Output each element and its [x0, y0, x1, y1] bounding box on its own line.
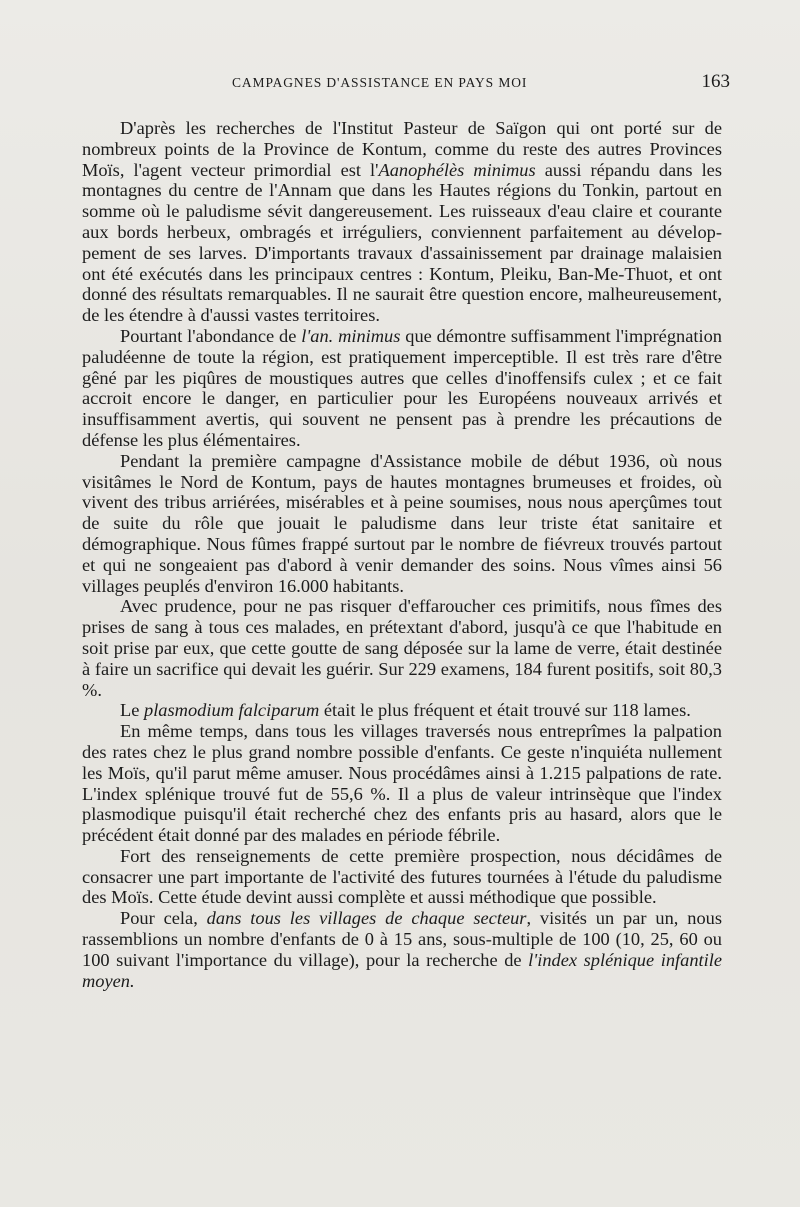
running-head	[82, 71, 730, 97]
paragraph	[82, 326, 722, 451]
text-run: , visités un par un, nous rassemblions un nombre d'enfants de 0 à 15 ans, sous-multiple de 100 (10, 25, 60 ou 100 suivant l'importance du village), pour la recherche de	[82, 908, 722, 970]
running-head-title: CAMPAGNES D'ASSISTANCE EN PAYS MOI	[232, 75, 528, 90]
paragraph	[82, 700, 722, 721]
text-run: aussi répandu dans les montagnes du centre de l'Annam que dans les Hautes régions du Tonkin, partout en somme où le paludisme sévit dangereusement. Les ruisseaux d'eau claire et courante aux bords herbeux, ombragés et irréguliers, conviennent parfaitement au développement de ses larves. D'importants travaux d'assainissement par drainage malaisien ont été exécutés dans les principaux centres : Kontum, Pleiku, Ban-Me-Thuot, et ont donné des résultats remarquables. Il ne saurait être question encore, malheureusement, de les étendre à d'aussi vastes territoires.	[82, 159, 723, 326]
paragraph	[82, 908, 722, 991]
italic-text: l'index splénique infantile moyen.	[82, 949, 723, 991]
paragraph	[82, 721, 722, 846]
paragraph	[82, 846, 722, 908]
text-run: Pourtant l'abondance de	[120, 325, 302, 346]
text-run: Avec prudence, pour ne pas risquer d'effaroucher ces primitifs, nous fîmes des prises de sang à tous ces malades, en prétextant d'abord, jusqu'à ce que l'habitude en soit prise par eux, que cette goutte de sang déposée sur la lame de verre, était destinée à faire un sacrifice qui devait les guérir. Sur 229 examens, 184 furent positifs, soit 80,3 %.	[82, 596, 722, 700]
paragraph	[82, 118, 722, 326]
text-run: Le	[120, 700, 144, 721]
italic-text: plasmodium falciparum	[144, 700, 320, 721]
text-run: D'après les recherches de l'Institut Pasteur de Saïgon qui ont porté sur de nombreux points de la Province de Kontum, comme du reste des autres Provinces Moïs, l'agent vecteur primordial est l'	[82, 118, 722, 180]
body-text	[82, 118, 722, 991]
text-run: était le plus fréquent et était trouvé sur 118 lames.	[319, 700, 691, 721]
text-run: Fort des renseignements de cette première prospection, nous décidâmes de consacrer une part importante de l'activité des futures tournées à l'étude du paludisme des Moïs. Cette étude devint aussi complète et aussi méthodique que possible.	[82, 845, 722, 908]
italic-text: dans tous les villages de chaque secteur	[206, 908, 527, 929]
text-run: En même temps, dans tous les villages traversés nous entreprîmes la palpation des rates chez le plus grand nombre possible d'enfants. Ce geste n'inquiéta nullement les Moïs, qu'il parut même amuser. Nous procédâmes ainsi à 1.215 palpations de rate. L'index splénique trouvé fut de 55,6 %. Il a plus de valeur intrinsèque que l'index plasmodique puisqu'il était recherché chez des enfants pris au hasard, alors que le précédent était donné par des malades en période fébrile.	[82, 721, 722, 846]
page-number: 163	[701, 71, 730, 92]
text-run: que démontre suffisamment l'imprégnation paludéenne de toute la région, est pratiquement imperceptible. Il est très rare d'être gêné par les piqûres de moustiques autres que celles d'inoffensifs culex ; et ce fait accroit encore le danger, en particulier pour les Européens nouveaux arrivés et insuffisamment avertis, qui souvent ne pensent pas à prendre les précautions de défense les plus élémentaires.	[82, 325, 722, 450]
paragraph	[82, 596, 722, 700]
italic-text: Aanophélès minimus	[378, 159, 536, 180]
text-run: Pendant la première campagne d'Assistance mobile de début 1936, où nous visitâmes le Nord de Kontum, pays de hautes montagnes brumeuses et froides, où vivent des tribus arriérées, misérables et à peine soumises, nous nous aperçûmes tout de suite du rôle que jouait le paludisme dans leur triste état sanitaire et démographique. Nous fûmes frappé surtout par le nombre de fiévreux trouvés partout et qui ne songeaient pas d'abord à venir demander des soins. Nous vîmes ainsi 56 villages peuplés d'environ 16.000 habitants.	[82, 450, 722, 596]
italic-text: l'an. minimus	[301, 325, 401, 346]
paragraph	[82, 451, 722, 597]
text-run: Pour cela,	[120, 908, 207, 929]
